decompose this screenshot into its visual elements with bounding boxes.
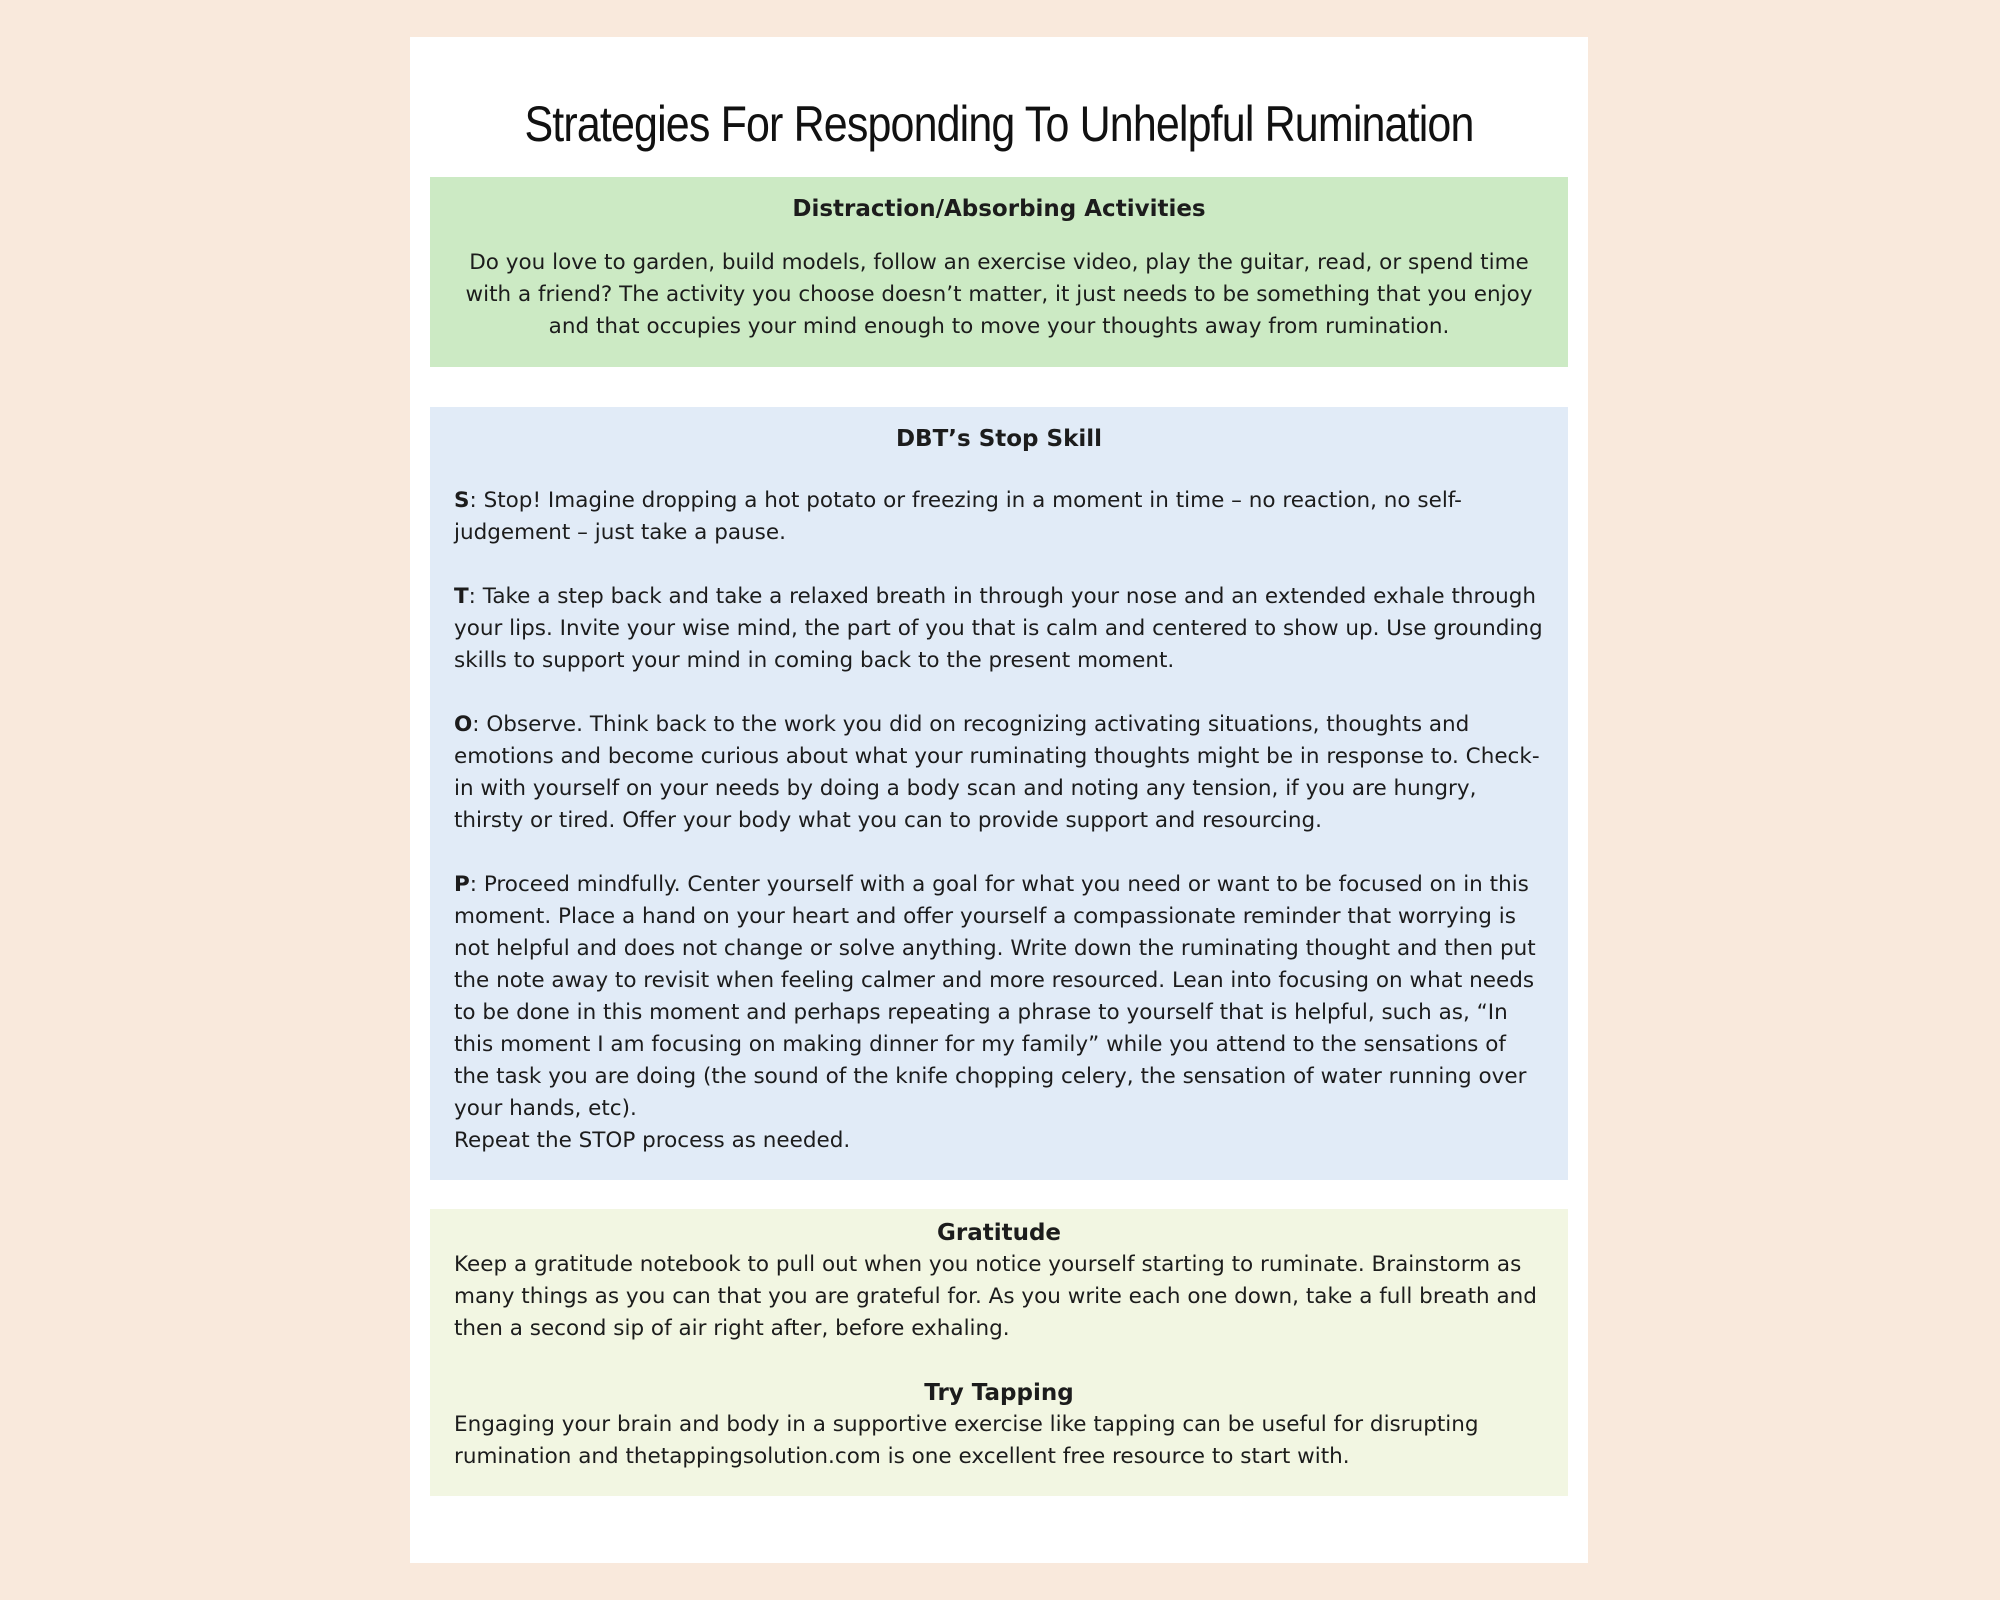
stop-item-text: : Take a step back and take a relaxed breath in through your nose and an extended exhale through your lips. Invite your wise mind, the part of you that is calm and centered to show up. Use grounding skills to support your mind in coming back to the present moment. — [454, 584, 1543, 673]
distraction-body: Do you love to garden, build models, follow an exercise video, play the guitar, read, or spend time with a friend? The activity you choose doesn’t matter, it just needs to be something that you enjoy and that occupies your mind enough to move your thoughts away from rumination. — [465, 250, 1533, 339]
stop-letter: P — [454, 872, 470, 897]
gratitude-tapping-section — [430, 1209, 1568, 1496]
stop-letter: O — [454, 712, 473, 737]
page-title: Strategies For Responding To Unhelpful Rumination — [524, 96, 1474, 152]
stop-item-o — [454, 709, 1544, 837]
stop-item-p — [454, 869, 1544, 1125]
stop-letter: T — [454, 584, 469, 609]
distraction-heading: Distraction/Absorbing Activities — [792, 196, 1206, 222]
tapping-heading: Try Tapping — [924, 1380, 1074, 1406]
tapping-body: Engaging your brain and body in a supportive exercise like tapping can be useful for disrupting rumination and thetappingsolution.com is one excellent free resource to start with. — [454, 1412, 1479, 1469]
stop-item-text: : Observe. Think back to the work you did on recognizing activating situations, thoughts and emotions and become curious about what your ruminating thoughts might be in response to. Check-in with yourself on your needs by doing a body scan and noting any tension, if you are hungry, thirsty or tired. Offer your body what you can to provide support and resourcing. — [454, 712, 1540, 833]
gratitude-heading: Gratitude — [936, 1220, 1062, 1246]
worksheet-page — [410, 37, 1588, 1563]
stop-item-text: : Proceed mindfully. Center yourself with a goal for what you need or want to be focused on in this moment. Place a hand on your heart and offer yourself a compassionate reminder that worrying is not helpful and does not change or solve anything. Write down the ruminating thought and then put the note away to revisit when feeling calmer and more resourced. Lean into focusing on what needs to be done in this moment and perhaps repeating a phrase to yourself that is helpful, such as, “In this moment I am focusing on making dinner for my family” while you attend to the sensations of the task you are doing (the sound of the knife chopping celery, the sensation of water running over your hands, etc). — [454, 872, 1536, 1121]
stop-item-s — [454, 485, 1544, 549]
stop-letter: S — [454, 488, 470, 513]
stop-skill-heading: DBT’s Stop Skill — [895, 426, 1103, 452]
stop-item-t — [454, 581, 1544, 677]
stop-repeat-note: Repeat the STOP process as needed. — [454, 1128, 851, 1153]
stop-item-text: : Stop! Imagine dropping a hot potato or freezing in a moment in time – no reaction, no self-judgement – just take a pause. — [454, 488, 1462, 545]
gratitude-body: Keep a gratitude notebook to pull out when you notice yourself starting to ruminate. Brainstorm as many things as you can that you are grateful for. As you write each one down, take a full breath and then a second sip of air right after, before exhaling. — [454, 1252, 1537, 1341]
distraction-section — [430, 177, 1568, 367]
stop-skill-section — [430, 407, 1568, 1180]
